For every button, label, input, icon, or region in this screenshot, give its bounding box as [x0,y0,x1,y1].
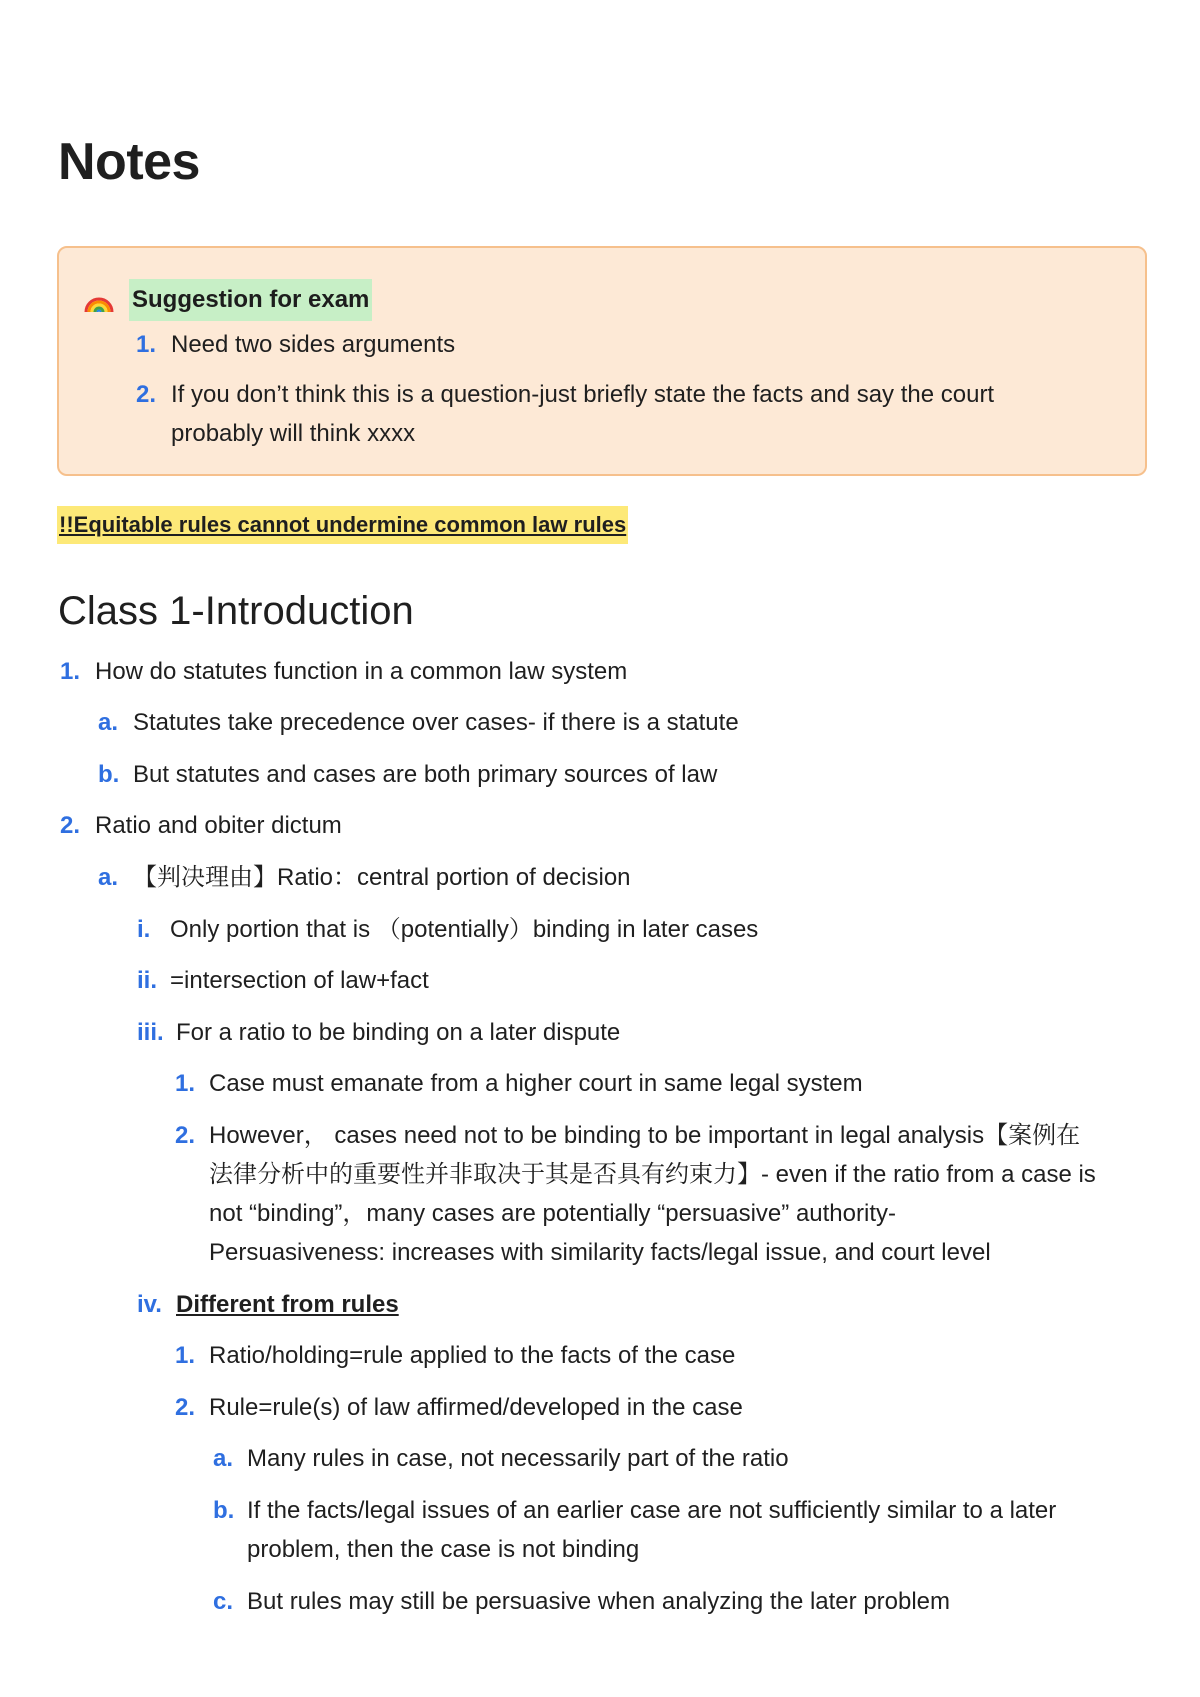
list-marker: b. [213,1497,235,1524]
page-title: Notes [58,133,200,191]
callout-header [83,279,372,321]
list-marker: b. [98,761,120,788]
list-marker: i. [137,916,151,943]
list-marker: 2. [60,812,81,839]
list-marker: 2. [136,381,157,408]
list-item-text: Many rules in case, not necessarily part of the ratio [247,1445,789,1472]
list-item-text: Rule=rule(s) of law affirmed/developed in the case [209,1394,743,1421]
list-marker: 1. [136,331,157,358]
list-item-text: not “binding”，many cases are potentially “persuasive” authority- [209,1200,896,1227]
list-marker: ii. [137,967,158,994]
callout-item-text: If you don’t think this is a question-just briefly state the facts and say the court [171,381,995,408]
list-item-text: 法律分析中的重要性并非取决于其是否具有约束力】- even if the ratio from a case is [209,1161,1096,1188]
list-marker: 1. [175,1342,196,1369]
list-item-text: 【判决理由】Ratio：central portion of decision [133,864,631,891]
list-item-text: But rules may still be persuasive when analyzing the later problem [247,1588,951,1615]
list-marker: iii. [137,1019,164,1046]
list-marker: iv. [137,1291,162,1318]
callout-item-text: Need two sides arguments [171,331,456,358]
list-item-text: For a ratio to be binding on a later dispute [176,1019,621,1046]
list-item-text: Ratio/holding=rule applied to the facts of the case [209,1342,736,1369]
list-marker: 1. [175,1070,196,1097]
list-marker: 2. [175,1122,196,1149]
list-item-text: problem, then the case is not binding [247,1536,640,1563]
list-item-text: But statutes and cases are both primary sources of law [133,761,718,788]
callout-item-text: probably will think xxxx [171,420,416,447]
list-marker: c. [213,1588,234,1615]
section-heading: Class 1-Introduction [58,589,414,633]
list-item-text: If the facts/legal issues of an earlier case are not sufficiently similar to a later [247,1497,1057,1524]
list-item-text: Persuasiveness: increases with similarity facts/legal issue, and court level [209,1239,991,1266]
list-marker: 1. [60,658,81,685]
callout-title: Suggestion for exam [129,279,372,321]
list-marker: a. [213,1445,234,1472]
list-item-text: However， cases need not to be binding to be important in legal analysis【案例在 [209,1122,1081,1149]
list-item-text: Different from rules [176,1291,399,1318]
list-marker: a. [98,709,119,736]
list-item-text: Only portion that is （potentially）binding in later cases [170,916,759,943]
list-marker: a. [98,864,119,891]
list-item-text: How do statutes function in a common law system [95,658,628,685]
list-marker: 2. [175,1394,196,1421]
list-item-text: Statutes take precedence over cases- if there is a statute [133,709,739,736]
list-item-text: =intersection of law+fact [170,967,429,994]
list-item-text: Case must emanate from a higher court in same legal system [209,1070,863,1097]
exam-suggestion-callout [57,246,1147,476]
rainbow-icon [83,284,115,316]
list-item-text: Ratio and obiter dictum [95,812,342,839]
highlight-note: !!Equitable rules cannot undermine common law rules [57,506,628,544]
